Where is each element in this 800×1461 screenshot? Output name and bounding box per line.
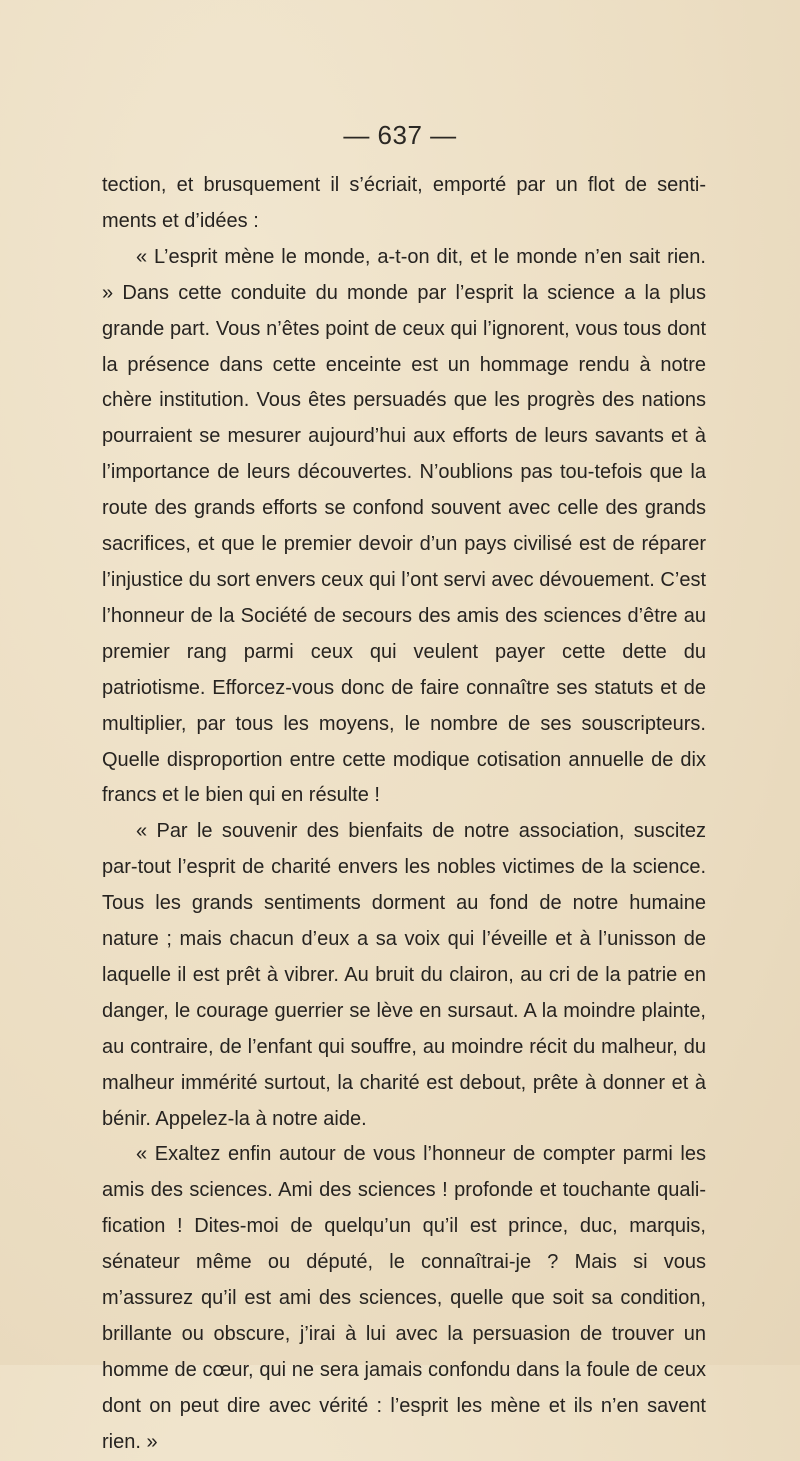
paragraph-2: « L’esprit mène le monde, a-t-on dit, et le monde n’en sait rien. » Dans cette conduite du monde par l’esprit la science a la plus grande part. Vous n’êtes point de ceux qui l’ignorent, vous tous dont la présence dans cette enceinte est un hommage rendu à notre chère institution. Vous êtes persuadés que les progrès des nations pourraient se mesurer aujourd’hui aux efforts de leurs savants et à l’importance de leurs découvertes. N’oublions pas tou-tefois que la route des grands efforts se confond souvent avec celle des grands sacrifices, et que le premier devoir d’un pays civilisé est de réparer l’injustice du sort envers ceux qui l’ont servi avec dévouement. C’est l’honneur de la Société de secours des amis des sciences d’être au premier rang parmi ceux qui veulent payer cette dette du patriotisme. Efforcez-vous donc de faire connaître ses statuts et de multiplier, par tous les moyens, le nombre de ses souscripteurs. Quelle disproportion entre cette modique cotisation annuelle de dix francs et le bien qui en résulte ! (102, 245, 706, 807)
paragraph-1: tection, et brusquement il s’écriait, emporté par un flot de senti-ments et d’idées : (102, 174, 706, 232)
paragraph-4: « Exaltez enfin autour de vous l’honneur de compter parmi les amis des sciences. Ami des sciences ! profonde et touchante quali-fication ! Dites-moi de quelqu’un qu’il est prince, duc, marquis, sénateur même ou député, le connaîtrai-je ? Mais si vous m’assurez qu’il est ami des sciences, quelle que soit sa condition, brillante ou obscure, j’irai à lui avec la persuasion de trouver un homme de cœur, qui ne sera jamais confondu dans la foule de ceux dont on peut dire avec vérité : l’esprit les mène et ils n’en savent rien. » (102, 1143, 706, 1453)
page-number: — 637 — (343, 120, 457, 150)
paragraph-3: « Par le souvenir des bienfaits de notre association, suscitez par-tout l’esprit de charité envers les nobles victimes de la science. Tous les grands sentiments dorment au fond de notre humaine nature ; mais chacun d’eux a sa voix qui l’éveille et à l’unisson de laquelle il est prêt à vibrer. Au bruit du clairon, au cri de la patrie en danger, le courage guerrier se lève en sursaut. A la moindre plainte, au contraire, de l’enfant qui souffre, au moindre récit du malheur, du malheur immérité surtout, la charité est debout, prête à donner et à bénir. Appelez-la à notre aide. (102, 820, 706, 1130)
body-text (102, 168, 706, 1461)
